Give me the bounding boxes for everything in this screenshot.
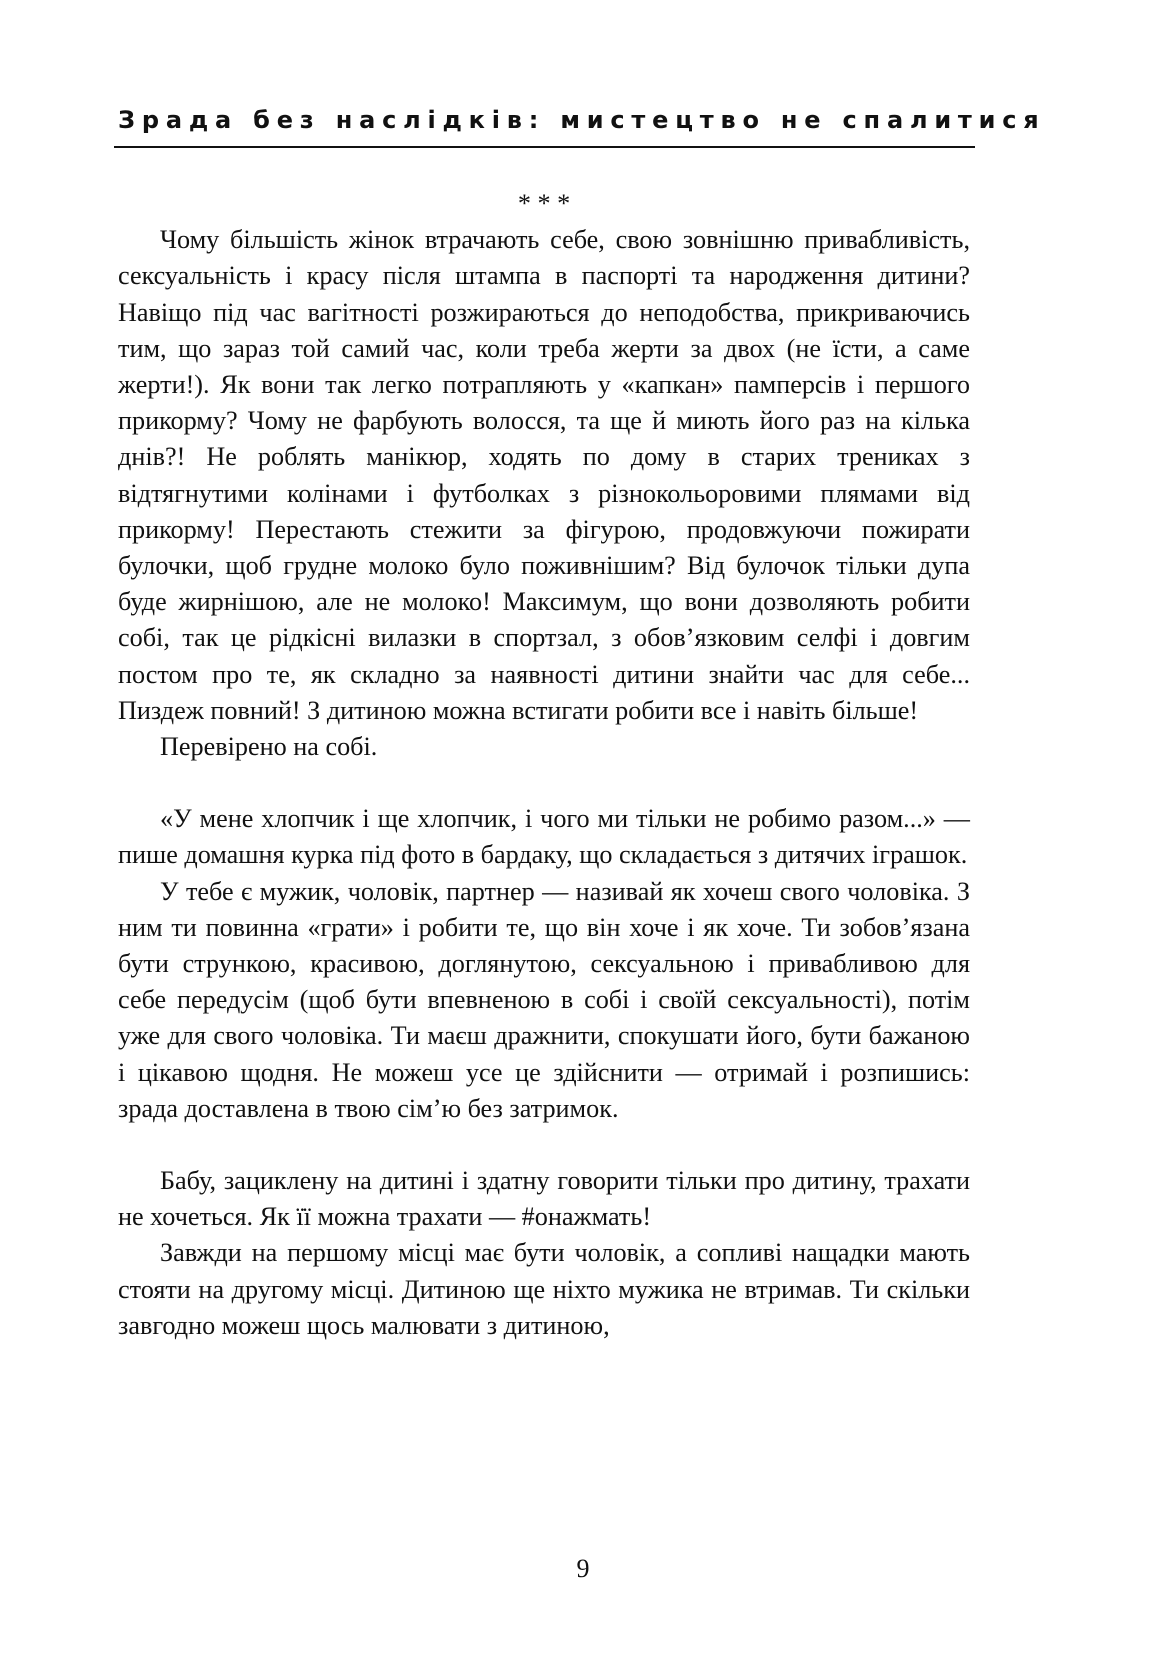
paragraph: Бабу, зациклену на дитині і здатну говорити тільки про дитину, трахати не хочеться. Як її можна трахати — #онажмать!	[118, 1166, 970, 1232]
header-rule	[114, 146, 975, 148]
running-header: Зрада без наслідків: мистецтво не спалитися	[118, 106, 1046, 134]
paragraph: Чому більшість жінок втрачають себе, свою зовнішню привабливість, сексуальність і красу після штампа в паспорті та народження дитини? Навіщо під час вагітності розжираються до неподобства, прикриваючись тим, що зараз той самий час, коли треба жерти за двох (не їсти, а саме жерти!). Як вони так легко потрапляють у «капкан» памперсів і першого прикорму? Чому не фарбують волосся, та ще й миють його раз на кілька днів?! Не роблять манікюр, ходять по дому в старих трениках з відтягнутими колінами і футболках з різнокольоровими плямами від прикорму! Перестають стежити за фігурою, продовжуючи пожирати булочки, щоб грудне молоко було поживнішим? Від булочок тільки дупа буде жирнішою, але не молоко! Максимум, що вони дозволяють робити собі, так це рідкісні вилазки в спортзал, з обов’язковим селфі і довгим постом про те, як складно за наявності дитини знайти час для себе... Пиздеж повний! З дитиною можна встигати робити все і навіть більше!	[118, 225, 970, 725]
section-separator: * * *	[517, 189, 571, 218]
paragraph-gap	[118, 1127, 970, 1163]
paragraph: У тебе є мужик, чоловік, партнер — називай як хочеш свого чоловіка. З ним ти повинна «грати» і робити те, що він хоче і як хоче. Ти зобов’язана бути стрункою, красивою, доглянутою, сексуальною і привабливою для себе передусім (щоб бути впевненою в собі і своїй сексуальності), потім уже для свого чоловіка. Ти маєш дражнити, спокушати його, бути бажаною і цікавою щодня. Не можеш усе це здійснити — отримай і розпишись: зрада доставлена в твою сім’ю без затримок.	[118, 876, 970, 1123]
paragraph-gap	[118, 765, 970, 801]
paragraph: Завжди на першому місці має бути чоловік, а сопливі нащадки мають стояти на другому місці. Дитиною ще ніхто мужика не втримав. Ти скільки завгодно можеш щось малювати з дитиною,	[118, 1238, 970, 1340]
page-body	[118, 186, 970, 1344]
paragraph: Перевірено на собі.	[160, 732, 378, 762]
paragraph: «У мене хлопчик і ще хлопчик, і чого ми тільки не робимо разом...» — пише домашня курка під фото в бардаку, що складається з дитячих іграшок.	[118, 804, 970, 870]
page-number: 9	[576, 1554, 590, 1583]
